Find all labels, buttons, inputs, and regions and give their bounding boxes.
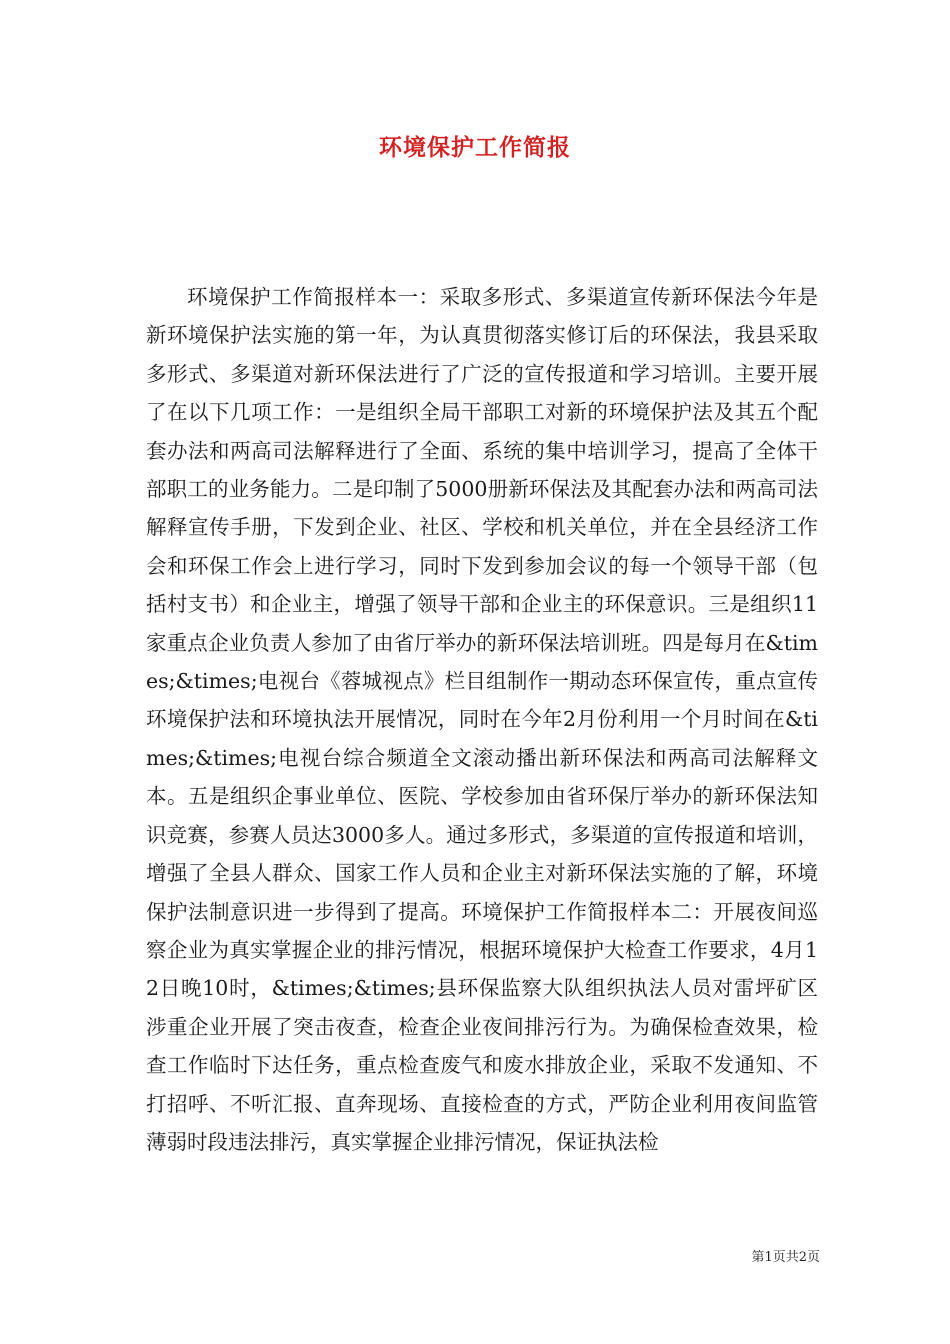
- page-indicator: 第1页共2页: [751, 1250, 820, 1265]
- document-body: 环境保护工作简报样本一：采取多形式、多渠道宣传新环保法今年是新环境保护法实施的第一年，为认真贯彻落实修订后的环保法，我县采取多形式、多渠道对新环保法进行了广泛的宣传报道和学习培训。主要开展了在以下几项工作：一是组织全局干部职工对新的环境保护法及其五个配套办法和两高司法解释进行了全面、系统的集中培训学习，提高了全体干部职工的业务能力。二是印制了5000册新环保法及其配套办法和两高司法解释宣传手册，下发到企业、社区、学校和机关单位，并在全县经济工作会和环保工作会上进行学习，同时下发到参加会议的每一个领导干部（包括村支书）和企业主，增强了领导干部和企业主的环保意识。三是组织11家重点企业负责人参加了由省厅举办的新环保法培训班。四是每月在&times;&times;电视台《蓉城视点》栏目组制作一期动态环保宣传，重点宣传环境保护法和环境执法开展情况，同时在今年2月份利用一个月时间在&times;&times;电视台综合频道全文滚动播出新环保法和两高司法解释文本。五是组织企事业单位、医院、学校参加由省环保厅举办的新环保法知识竞赛，参赛人员达3000多人。通过多形式，多渠道的宣传报道和培训，增强了全县人群众、国家工作人员和企业主对新环保法实施的了解，环境保护法制意识进一步得到了提高。环境保护工作简报样本二：开展夜间巡察企业为真实掌握企业的排污情况，根据环境保护大检查工作要求，4月12日晚10时，&times;&times;县环保监察大队组织执法人员对雷坪矿区涉重企业开展了突击夜查，检查企业夜间排污行为。为确保检查效果，检查工作临时下达任务，重点检查废气和废水排放企业，采取不发通知、不打招呼、不听汇报、直奔现场、直接检查的方式，严防企业利用夜间监管薄弱时段违法排污，真实掌握企业排污情况，保证执法检: [146, 285, 818, 1154]
- document-title: 环境保护工作简报: [379, 134, 571, 161]
